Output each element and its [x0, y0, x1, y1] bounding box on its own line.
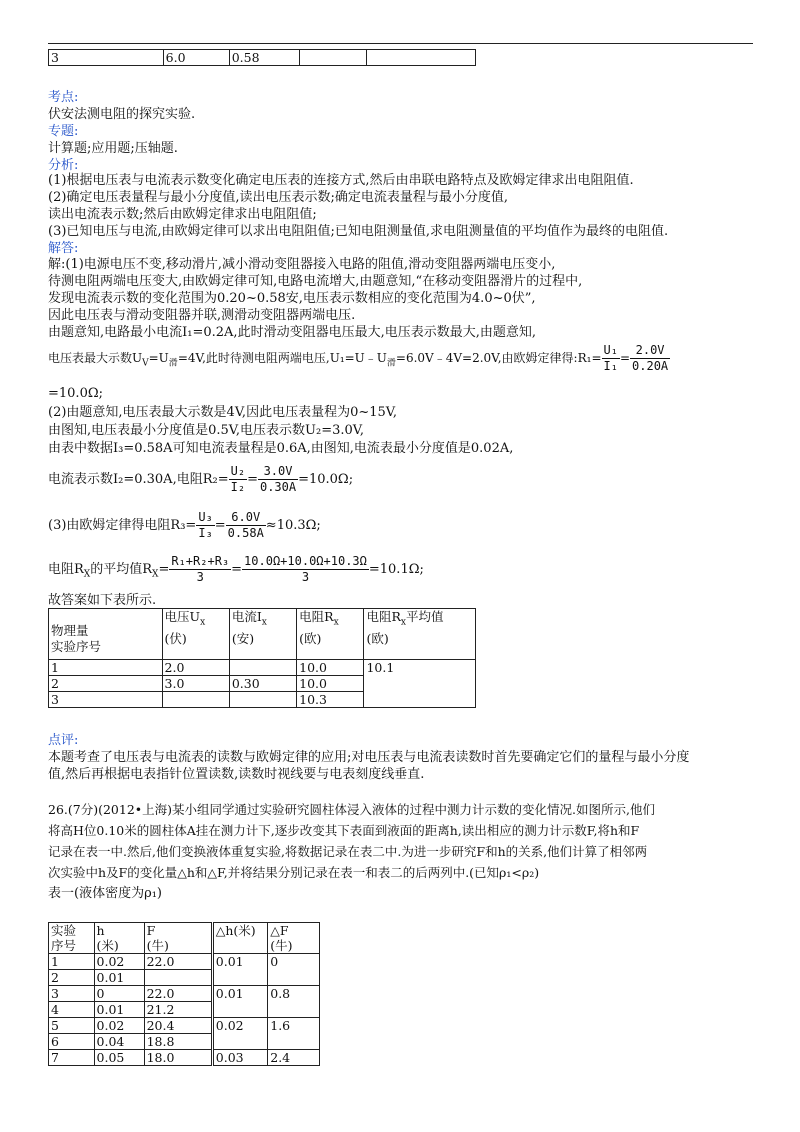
- table-cell: 0.02: [94, 1018, 144, 1034]
- table-cell: 0: [94, 986, 144, 1002]
- jieda-line: 发现电流表示数的变化范围为0.20~0.58安,电压表示数相应的变化范围为4.0~0伏”,: [48, 291, 536, 306]
- table-cell: [229, 660, 296, 676]
- table-cell: 6: [49, 1034, 95, 1050]
- table-cell: 3: [49, 50, 164, 66]
- table-cell: 0.30: [229, 676, 296, 692]
- table-cell: 0.58: [229, 50, 299, 66]
- table-one: [48, 922, 320, 1066]
- table-cell: 0.02: [94, 954, 144, 970]
- zhuanti-label: 专题:: [48, 124, 79, 139]
- table-cell: 5: [49, 1018, 95, 1034]
- table-cell: 10.0: [297, 676, 364, 692]
- table-cell: 10.0: [297, 660, 364, 676]
- table-cell: 20.4: [144, 1018, 212, 1034]
- table-one-title: 表一(液体密度为ρ₁): [48, 886, 162, 901]
- jieda-line: 因此电压表与滑动变阻器并联,测滑动变阻器两端电压.: [48, 308, 356, 323]
- average-cell: 10.1: [364, 660, 476, 708]
- fenxi-line: (1)根据电压表与电流表示数变化确定电压表的连接方式,然后由串联电路特点及欧姆定律求出电阻阻值.: [48, 173, 634, 188]
- table-header-row: [49, 923, 320, 954]
- table-cell: 0.01: [94, 970, 144, 986]
- header-index: 实验 序号: [49, 923, 95, 954]
- table-cell: 22.0: [144, 954, 212, 970]
- part2-line: 由图知,电压表最小分度值是0.5V,电压表示数U₂=3.0V,: [48, 423, 365, 438]
- table-cell: 10.3: [297, 692, 364, 708]
- answer-table: [48, 608, 476, 708]
- delta-f-cell: 1.6: [268, 1018, 320, 1050]
- table-row: [49, 954, 320, 970]
- table-cell: 3: [49, 986, 95, 1002]
- table-row: [49, 986, 320, 1002]
- table-cell: 0.01: [94, 1002, 144, 1018]
- equation-r3: (3)由欧姆定律得电阻R₃= $\frac{\text{U₃}}{\text{I₃}}$ = $\frac{6.0V}{0.58A}$ ≈10.3Ω;: [48, 510, 321, 540]
- header-average: 电阻$R_x$平均值 (欧): [364, 609, 476, 660]
- table-cell: 7: [49, 1050, 95, 1066]
- equation-average: 电阻$R_X$的平均值$R_X=$ $\frac{\text{R₁+R₂+R₃}}{3}$ = $\frac{10.0\Omega+10.0\Omega+10.3\Omega}{3}$ =10.1Ω;: [48, 554, 424, 584]
- table-cell: 2: [49, 970, 95, 986]
- jieda-line: 由题意知,电路最小电流I₁=0.2A,此时滑动变阻器电压最大,电压表示数最大,由题意知,: [48, 325, 536, 340]
- delta-h-cell: 0.02: [212, 1018, 267, 1050]
- table-cell: 1: [49, 954, 95, 970]
- q26-line: 次实验中h及F的变化量△h和△F,并将结果分别记录在表一和表二的后两列中.(已知ρ₁<ρ₂): [48, 865, 540, 880]
- equation-r2: 电流表示数I₂=0.30A,电阻R₂= $\frac{\text{U₂}}{\text{I₂}}$ = $\frac{3.0V}{0.30A}$ =10.0Ω;: [48, 464, 354, 494]
- part2-line: (2)由题意知,电压表最大示数是4V,因此电压表量程为0~15V,: [48, 405, 398, 420]
- table-cell: 18.8: [144, 1034, 212, 1050]
- fenxi-line: (2)确定电压表量程与最小分度值,读出电压表示数;确定电流表量程与最小分度值,: [48, 190, 509, 205]
- table-cell: [229, 692, 296, 708]
- table-cell: 1: [49, 660, 163, 676]
- table-cell: 3.0: [162, 676, 229, 692]
- part2-line: 由表中数据I₃=0.58A可知电流表量程是0.6A,由图知,电流表最小分度值是0.02A,: [48, 441, 514, 456]
- table-header-row: [49, 609, 476, 660]
- header-h: h (米): [94, 923, 144, 954]
- diag-top-label: 物理量: [51, 623, 89, 638]
- table-cell: 3: [49, 692, 163, 708]
- q26-line: 将高H位0.10米的圆柱体A挂在测力计下,逐步改变其下表面到液面的距离h,读出相应的测力计示数F,将h和F: [48, 823, 640, 838]
- diagonal-header-cell: [49, 609, 163, 660]
- header-current: 电流$I_x$ (安): [229, 609, 296, 660]
- table-cell: 0.04: [94, 1034, 144, 1050]
- delta-f-cell: 2.4: [268, 1050, 320, 1066]
- top-table: [48, 49, 476, 66]
- fenxi-line: (3)已知电压与电流,由欧姆定律可以求出电阻阻值;已知电阻测量值,求电阻测量值的平均值作为最终的电阻值.: [48, 224, 669, 239]
- eq1-result: =10.0Ω;: [48, 386, 103, 401]
- diag-bottom-label: 实验序号: [51, 639, 102, 654]
- jieda-label: 解答:: [48, 241, 79, 256]
- table-row: [49, 1050, 320, 1066]
- table-row: [49, 660, 476, 676]
- table-row: [49, 50, 476, 66]
- delta-h-cell: 0.01: [212, 954, 267, 986]
- delta-f-cell: 0.8: [268, 986, 320, 1018]
- kaodian-text: 伏安法测电阻的探究实验.: [48, 107, 196, 122]
- table-cell: 2: [49, 676, 163, 692]
- fenxi-line: 读出电流表示数;然后由欧姆定律求出电阻阻值;: [48, 207, 317, 222]
- table-cell: [144, 970, 212, 986]
- answer-line: 故答案如下表所示.: [48, 593, 157, 608]
- table-cell: 18.0: [144, 1050, 212, 1066]
- table-cell: [367, 50, 476, 66]
- header-resistance: 电阻$R_x$ (欧): [297, 609, 364, 660]
- table-cell: 2.0: [162, 660, 229, 676]
- header-delta-h: △h(米): [212, 923, 267, 954]
- q26-line: 记录在表一中.然后,他们变换液体重复实验,将数据记录在表二中.为进一步研究F和h的关系,他们计算了相邻两: [48, 844, 648, 859]
- header-delta-f: △F (牛): [268, 923, 320, 954]
- dianping-line: 本题考查了电压表与电流表的读数与欧姆定律的应用;对电压表与电流表读数时首先要确定它们的量程与最小分度: [48, 750, 690, 765]
- table-cell: 0.05: [94, 1050, 144, 1066]
- delta-f-cell: 0: [268, 954, 320, 986]
- fenxi-label: 分析:: [48, 158, 79, 173]
- header-f: F (牛): [144, 923, 212, 954]
- table-cell: [162, 692, 229, 708]
- table-cell: 21.2: [144, 1002, 212, 1018]
- table-row: [49, 1018, 320, 1034]
- dianping-line: 值,然后再根据电表指针位置读数,读数时视线要与电表刻度线垂直.: [48, 767, 425, 782]
- dianping-label: 点评:: [48, 733, 79, 748]
- delta-h-cell: 0.01: [212, 986, 267, 1018]
- q26-line: 26.(7分)(2012•上海)某小组同学通过实验研究圆柱体浸入液体的过程中测力计示数的变化情况.如图所示,他们: [48, 802, 655, 817]
- equation-r1: 电压表最大示数$U_V=U_滑=4V$,此时待测电阻两端电压$,U_1=U﹣U_滑=6.0V﹣4V=2.0V$,由欧姆定律得:R₁= $\frac{\text{U₁}}{\text{I₁}}$ = $\frac{2.0V}{0.20A}$: [48, 343, 669, 373]
- delta-h-cell: 0.03: [212, 1050, 267, 1066]
- zhuanti-text: 计算题;应用题;压轴题.: [48, 141, 178, 156]
- jieda-line: 待测电阻两端电压变大,由欧姆定律可知,电路电流增大,由题意知,“在移动变阻器滑片的过程中,: [48, 274, 583, 289]
- kaodian-label: 考点:: [48, 90, 79, 105]
- table-cell: 4: [49, 1002, 95, 1018]
- top-rule: [48, 43, 753, 44]
- header-voltage: 电压$U_x$ (伏): [162, 609, 229, 660]
- jieda-line: 解:(1)电源电压不变,移动滑片,减小滑动变阻器接入电路的阻值,滑动变阻器两端电压变小,: [48, 257, 556, 272]
- table-cell: [299, 50, 367, 66]
- table-cell: 22.0: [144, 986, 212, 1002]
- table-cell: 6.0: [163, 50, 229, 66]
